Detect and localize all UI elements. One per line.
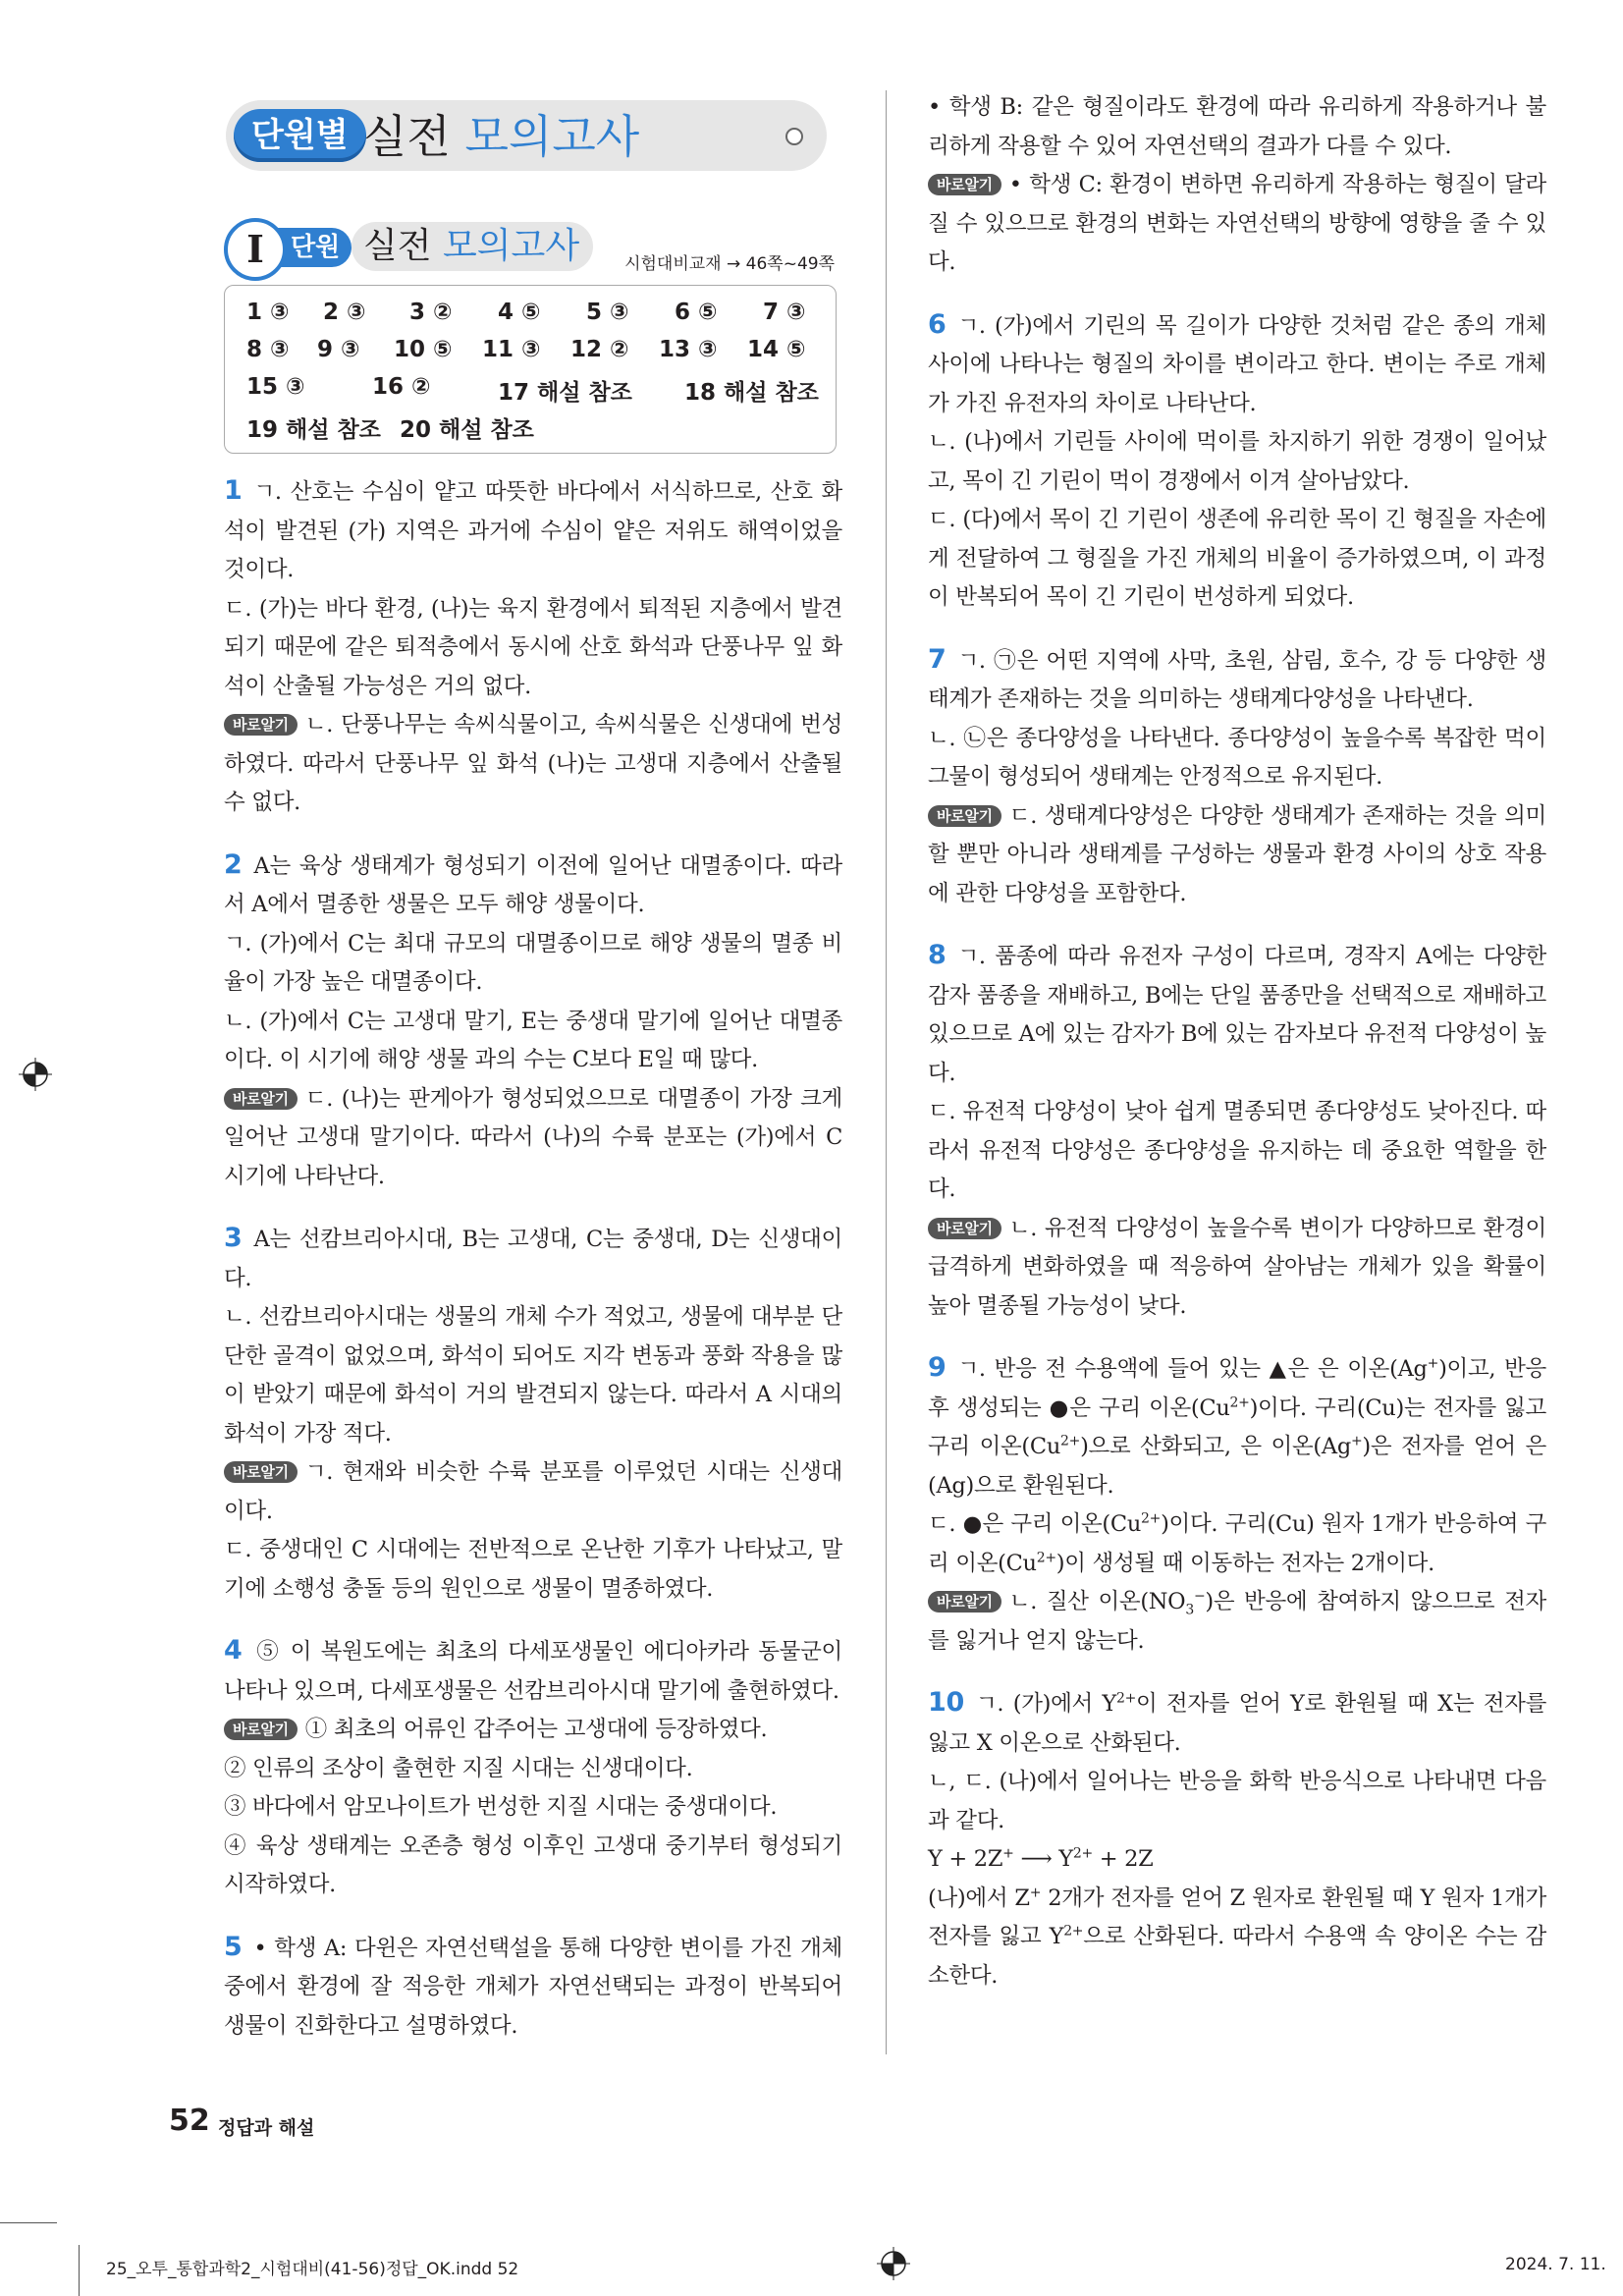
solution-text: ㄴ. (나)에서 기린들 사이에 먹이를 차지하기 위한 경쟁이 일어났고, 목이 긴 기린이 먹이 경쟁에서 이겨 살아남았다. bbox=[928, 429, 1546, 494]
chemical-equation bbox=[928, 1840, 1546, 1880]
superscript: − bbox=[1193, 1588, 1206, 1605]
solution-text: • 학생 A: 다윈은 자연선택설을 통해 다양한 변이를 가진 개체 중에서 환경에 잘 적응한 개체가 자연선택되는 과정이 반복되어 생물이 진화한다고 설명하였다. bbox=[224, 1935, 842, 2039]
unit-title bbox=[352, 222, 593, 271]
answer-item: 5 ③ bbox=[586, 300, 629, 325]
superscript: 2+ bbox=[1063, 1923, 1084, 1940]
question-number: 4 bbox=[224, 1635, 243, 1666]
solution-text: ④ 육상 생태계는 오존층 형성 이후인 고생대 중기부터 형성되기 시작하였다. bbox=[224, 1832, 842, 1897]
correction-tag: 바로알기 bbox=[224, 1088, 298, 1110]
right-column bbox=[928, 88, 1546, 2018]
correction-tag: 바로알기 bbox=[928, 174, 1001, 195]
solution-text: ㄷ. (가)는 바다 환경, (나)는 육지 환경에서 퇴적된 지층에서 발견되기 때문에 같은 퇴적층에서 동시에 산호 화석과 단풍나무 잎 화석이 산출될 가능성은 거의 없다. bbox=[224, 595, 842, 699]
solution-text: ㄴ. (가)에서 C는 고생대 말기, E는 중생대 말기에 일어난 대멸종이다. 이 시기에 해양 생물 과의 수는 C보다 E일 때 많다. bbox=[224, 1008, 842, 1072]
unit-label: 단원 bbox=[267, 228, 352, 267]
solution-text: ㄷ. ●은 구리 이온(Cu bbox=[928, 1511, 1142, 1537]
solution-9 bbox=[928, 1348, 1546, 1661]
banner-title-b: 모의고사 bbox=[464, 110, 640, 163]
solution-text: ㄷ. 생태계다양성은 다양한 생태계가 존재하는 것을 의미할 뿐만 아니라 생태계를 구성하는 생물과 환경 사이의 상호 작용에 관한 다양성을 포함한다. bbox=[928, 802, 1546, 906]
banner-pill: 단원별 bbox=[234, 109, 366, 162]
solution-text: ㄱ. 산호는 수심이 얕고 따뜻한 바다에서 서식하므로, 산호 화석이 발견된 (가) 지역은 과거에 수심이 얕은 저위도 해역이었을 것이다. bbox=[224, 479, 842, 582]
answer-item: 19 해설 참조 bbox=[246, 417, 381, 443]
question-number: 3 bbox=[224, 1223, 243, 1253]
equation-part: + 2Z bbox=[1092, 1846, 1154, 1872]
answer-item: 9 ③ bbox=[317, 337, 360, 362]
superscript: 2+ bbox=[1072, 1845, 1093, 1862]
superscript: + bbox=[1350, 1433, 1363, 1449]
correction-tag: 바로알기 bbox=[928, 805, 1001, 827]
unit-roman-numeral: I bbox=[224, 218, 287, 281]
superscript: + bbox=[1427, 1355, 1439, 1372]
solution-text: ㄴ. 선캄브리아시대는 생물의 개체 수가 적었고, 생물에 대부분 단단한 골격이 없었으며, 화석이 되어도 지각 변동과 풍화 작용을 많이 받았기 때문에 화석이 거의 발견되지 않는다. 따라서 A 시대의 화석이 가장 적다. bbox=[224, 1304, 842, 1447]
answer-item: 8 ③ bbox=[246, 337, 290, 362]
solution-text: ③ 바다에서 암모나이트가 번성한 지질 시대는 중생대이다. bbox=[224, 1794, 778, 1820]
correction-tag: 바로알기 bbox=[224, 714, 298, 736]
solution-text: • 학생 B: 같은 형질이라도 환경에 따라 유리하게 작용하거나 불리하게 작용할 수 있어 자연선택의 결과가 다를 수 있다. bbox=[928, 94, 1546, 159]
solution-5-continued bbox=[928, 88, 1546, 283]
question-number: 2 bbox=[224, 848, 243, 880]
unit-title-a: 실전 bbox=[363, 226, 443, 266]
superscript: + bbox=[1029, 1885, 1042, 1900]
footer-label: 정답과 해설 bbox=[218, 2117, 315, 2139]
answer-item: 13 ③ bbox=[659, 337, 718, 362]
question-number: 6 bbox=[928, 308, 947, 340]
solution-3 bbox=[224, 1219, 842, 1609]
solution-1 bbox=[224, 471, 842, 823]
answer-item: 17 해설 참조 bbox=[498, 380, 632, 406]
solution-5 bbox=[224, 1928, 842, 2047]
solution-text: )이 생성될 때 이동하는 전자는 2개이다. bbox=[1055, 1550, 1434, 1576]
solution-text: A는 육상 생태계가 형성되기 이전에 일어난 대멸종이다. 따라서 A에서 멸종한 생물은 모두 해양 생물이다. bbox=[224, 852, 842, 917]
answer-item: 2 ③ bbox=[323, 300, 366, 325]
solution-text: )은 반응에 참여하지 않으므로 전자를 잃거나 얻지 않는다. bbox=[928, 1589, 1546, 1654]
solution-text: )은 전자를 얻어 은(Ag)으로 환원된다. bbox=[928, 1434, 1546, 1499]
solution-text: (나)에서 Z bbox=[928, 1885, 1030, 1911]
page-number: 52 bbox=[169, 2104, 210, 2138]
solution-text: ㄴ, ㄷ. (나)에서 일어나는 반응을 화학 반응식으로 나타내면 다음과 같다. bbox=[928, 1769, 1546, 1833]
question-number: 9 bbox=[928, 1352, 947, 1383]
solution-text: )으로 산화되고, 은 이온(Ag bbox=[1080, 1434, 1351, 1459]
solution-text: ㄱ. 반응 전 수용액에 들어 있는 ▲은 은 이온(Ag bbox=[957, 1356, 1428, 1382]
section-banner bbox=[226, 100, 827, 171]
reaction-arrow-icon: ⟶ bbox=[1020, 1846, 1053, 1872]
solution-text: ㄷ. (나)는 판게아가 형성되었으므로 대멸종이 가장 크게 일어난 고생대 말기이다. 따라서 (나)의 수륙 분포는 (가)에서 C 시기에 나타난다. bbox=[224, 1085, 842, 1189]
solution-text: 이 전자를 얻어 Y로 환원될 때 X는 전자를 잃고 X 이온으로 산화된다. bbox=[928, 1691, 1547, 1756]
question-number: 5 bbox=[224, 1931, 243, 1962]
answer-item: 1 ③ bbox=[246, 300, 290, 325]
correction-tag: 바로알기 bbox=[224, 1461, 298, 1483]
solution-text: ㄴ. 질산 이온(NO bbox=[1008, 1589, 1186, 1614]
unit-title-b: 모의고사 bbox=[443, 226, 580, 266]
correction-tag: 바로알기 bbox=[224, 1719, 298, 1740]
solution-text: 2개가 전자를 얻어 Z 원자로 환원될 때 Y 원자 1개가 전자를 잃고 Y bbox=[928, 1885, 1546, 1949]
superscript: 2+ bbox=[1141, 1510, 1162, 1527]
unit-page-reference: 시험대비교재 → 46쪽~49쪽 bbox=[624, 254, 835, 274]
solution-text: ㄱ. ㉠은 어떤 지역에 사막, 초원, 삼림, 호수, 강 등 다양한 생태계가 존재하는 것을 의미하는 생태계다양성을 나타낸다. bbox=[928, 647, 1546, 712]
solution-text: ㄴ. ㉡은 종다양성을 나타낸다. 종다양성이 높을수록 복잡한 먹이그물이 형성되어 생태계는 안정적으로 유지된다. bbox=[928, 725, 1546, 790]
solution-text: ⑤ 이 복원도에는 최초의 다세포생물인 에디아카라 동물군이 나타나 있으며, 다세포생물은 선캄브리아시대 말기에 출현하였다. bbox=[224, 1639, 842, 1704]
solution-text: ① 최초의 어류인 갑주어는 고생대에 등장하였다. bbox=[304, 1717, 768, 1742]
solution-text: ㄴ. 단풍나무는 속씨식물이고, 속씨식물은 신생대에 번성하였다. 따라서 단풍나무 잎 화석 (나)는 고생대 지층에서 산출될 수 없다. bbox=[224, 712, 842, 815]
answer-item: 4 ⑤ bbox=[498, 300, 541, 325]
solution-text: ㄱ. (가)에서 Y bbox=[975, 1691, 1116, 1717]
solution-text: A는 선캄브리아시대, B는 고생대, C는 중생대, D는 신생대이다. bbox=[224, 1227, 842, 1291]
banner-title-a: 실전 bbox=[363, 110, 465, 163]
question-number: 1 bbox=[224, 475, 243, 506]
solution-8 bbox=[928, 936, 1546, 1326]
solution-6 bbox=[928, 305, 1546, 618]
solution-text: )이고, 반응 후 생성되는 ●은 구리 이온(Cu bbox=[928, 1356, 1546, 1421]
left-column bbox=[224, 471, 842, 2068]
file-slug: 25_오투_통합과학2_시험대비(41-56)정답_OK.indd 52 bbox=[106, 2260, 519, 2279]
solution-text: ㄷ. (다)에서 목이 긴 기린이 생존에 유리한 목이 긴 형질을 자손에게 전달하여 그 형질을 가진 개체의 비율이 증가하였으며, 이 과정이 반복되어 목이 긴 기린이 번성하게 되었다. bbox=[928, 507, 1546, 610]
answer-item: 18 해설 참조 bbox=[684, 380, 819, 406]
registration-mark-icon bbox=[877, 2247, 910, 2280]
answer-item: 6 ⑤ bbox=[675, 300, 718, 325]
solution-text: • 학생 C: 환경이 변하면 유리하게 작용하는 형질이 달라질 수 있으므로 환경의 변화는 자연선택의 방향에 영향을 줄 수 있다. bbox=[928, 172, 1546, 275]
correction-tag: 바로알기 bbox=[928, 1218, 1001, 1239]
registration-mark-icon bbox=[19, 1058, 52, 1091]
question-number: 10 bbox=[928, 1687, 964, 1718]
crop-mark bbox=[0, 2222, 57, 2223]
solution-text: ② 인류의 조상이 출현한 지질 시대는 신생대이다. bbox=[224, 1755, 693, 1781]
solution-10 bbox=[928, 1683, 1546, 1995]
solution-text: ㄷ. 유전적 다양성이 낮아 쉽게 멸종되면 종다양성도 낮아진다. 따라서 유전적 다양성은 종다양성을 유지하는 데 중요한 역할을 한다. bbox=[928, 1099, 1546, 1202]
solution-2 bbox=[224, 846, 842, 1197]
question-number: 8 bbox=[928, 940, 947, 970]
superscript: 2+ bbox=[1060, 1433, 1081, 1449]
crop-mark bbox=[79, 2245, 80, 2296]
answer-item: 14 ⑤ bbox=[747, 337, 806, 362]
solution-text: )이다. 구리(Cu) 원자 1개가 반응하여 구리 이온(Cu bbox=[928, 1511, 1547, 1576]
superscript: 2+ bbox=[1116, 1690, 1137, 1707]
answer-item: 20 해설 참조 bbox=[400, 417, 534, 443]
answer-item: 7 ③ bbox=[763, 300, 806, 325]
unit-header bbox=[224, 218, 835, 277]
banner-title bbox=[363, 110, 639, 163]
column-divider bbox=[886, 90, 887, 2054]
superscript: + bbox=[1002, 1845, 1014, 1862]
print-date: 2024. 7. 11. bbox=[1505, 2255, 1606, 2274]
answer-key-box bbox=[224, 285, 837, 454]
solution-text: ㄱ. 현재와 비슷한 수륙 분포를 이루었던 시대는 신생대이다. bbox=[224, 1459, 842, 1524]
solution-7 bbox=[928, 640, 1546, 914]
banner-dot-icon bbox=[785, 128, 803, 145]
question-number: 7 bbox=[928, 643, 947, 675]
superscript: 2+ bbox=[1036, 1550, 1056, 1565]
answer-item: 10 ⑤ bbox=[394, 337, 453, 362]
subscript: 3 bbox=[1185, 1602, 1194, 1618]
solution-text: ㄱ. 품종에 따라 유전자 구성이 다르며, 경작지 A에는 다양한 감자 품종을 재배하고, B에는 단일 품종만을 선택적으로 재배하고 있으므로 A에 있는 감자가 B에 있는 감자보다 유전적 다양성이 높다. bbox=[928, 944, 1546, 1086]
answer-item: 11 ③ bbox=[482, 337, 541, 362]
equation-part: Y bbox=[1058, 1846, 1073, 1872]
correction-tag: 바로알기 bbox=[928, 1591, 1001, 1613]
answer-item: 3 ② bbox=[409, 300, 453, 325]
solution-4 bbox=[224, 1631, 842, 1905]
solution-text: ㄱ. (가)에서 C는 최대 규모의 대멸종이므로 해양 생물의 멸종 비율이 가장 높은 대멸종이다. bbox=[224, 930, 842, 995]
answer-item: 16 ② bbox=[372, 374, 431, 400]
answer-item: 12 ② bbox=[570, 337, 629, 362]
superscript: 2+ bbox=[1229, 1394, 1250, 1410]
equation-part: Y + 2Z bbox=[928, 1846, 1003, 1872]
solution-text: ㄴ. 유전적 다양성이 높을수록 변이가 다양하므로 환경이 급격하게 변화하였을 때 적응하여 살아남는 개체가 있을 확률이 높아 멸종될 가능성이 낮다. bbox=[928, 1215, 1546, 1319]
solution-text: 으로 산화된다. 따라서 수용액 속 양이온 수는 감소한다. bbox=[928, 1924, 1546, 1989]
solution-text: ㄷ. 중생대인 C 시대에는 전반적으로 온난한 기후가 나타났고, 말기에 소행성 충돌 등의 원인으로 생물이 멸종하였다. bbox=[224, 1537, 842, 1602]
solution-text: )이다. 구리(Cu)는 전자를 잃고 구리 이온(Cu bbox=[928, 1394, 1546, 1459]
solution-text: ㄱ. (가)에서 기린의 목 길이가 다양한 것처럼 같은 종의 개체 사이에 나타나는 형질의 차이를 변이라고 한다. 변이는 주로 개체가 가진 유전자의 차이로 나타난다. bbox=[928, 312, 1546, 416]
answer-item: 15 ③ bbox=[246, 374, 305, 400]
